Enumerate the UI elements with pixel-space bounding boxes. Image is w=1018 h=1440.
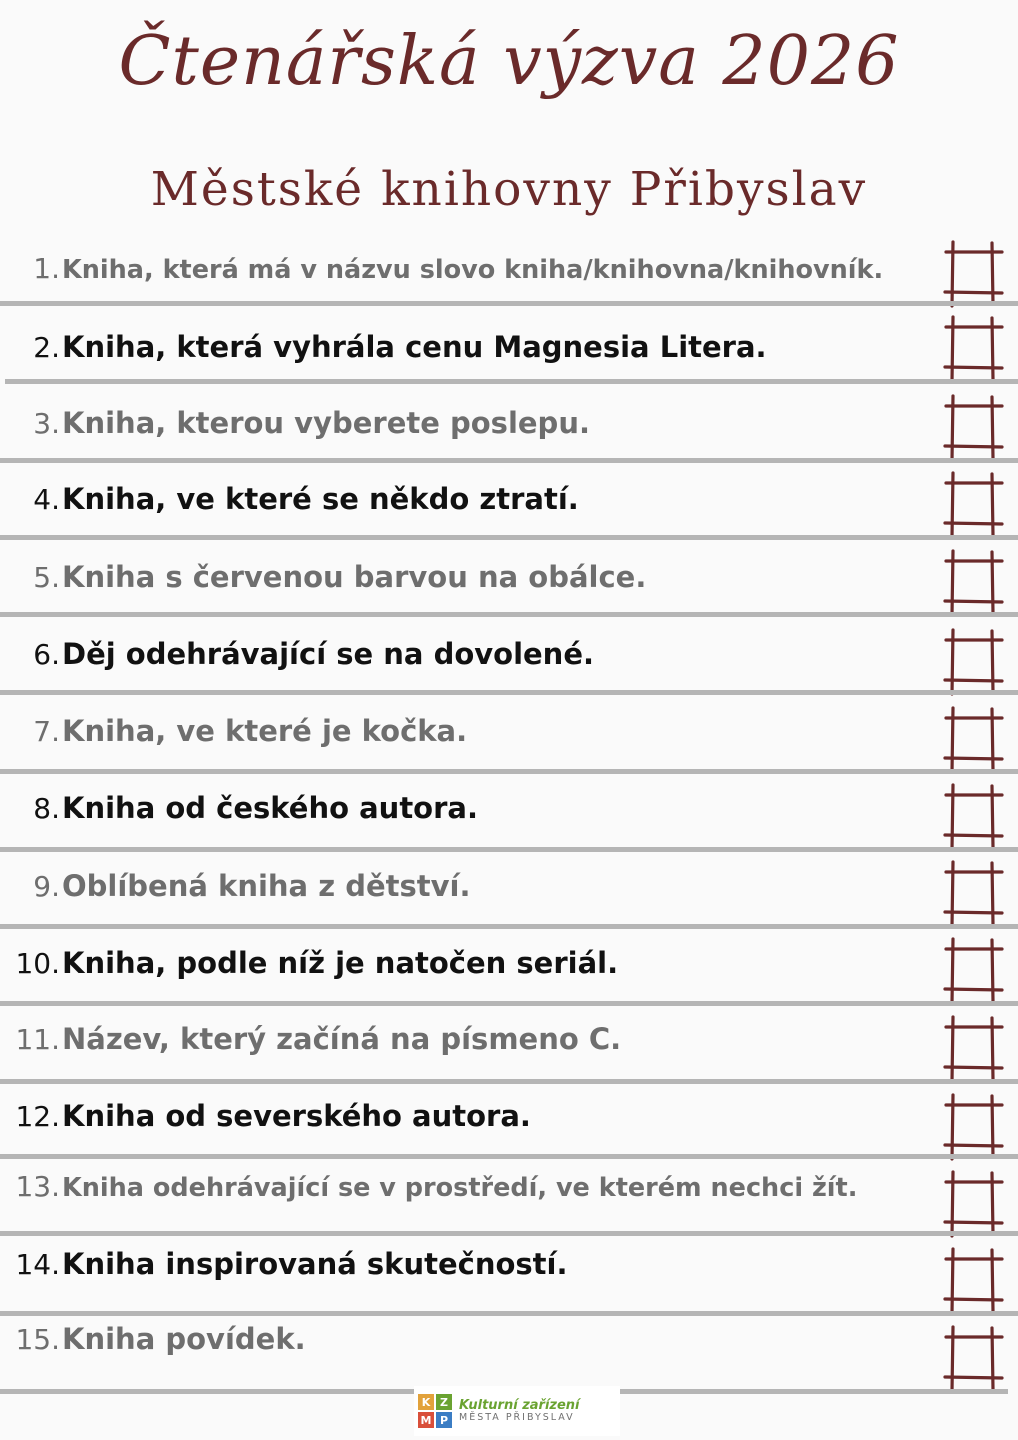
challenge-item [0,1099,935,1133]
row-divider [0,769,1018,774]
challenge-text: Kniha od českého autora. [62,791,478,825]
challenge-text: Kniha od severského autora. [62,1099,531,1133]
challenge-text: Děj odehrávající se na dovolené. [62,637,595,671]
challenge-text: Oblíbená kniha z dětství. [62,869,471,903]
row-divider [0,612,1018,617]
challenge-text: Kniha, která vyhrála cenu Magnesia Litera. [62,330,767,364]
checkbox-icon[interactable] [940,549,1004,617]
row-divider [0,535,1018,540]
checkbox-icon[interactable] [940,471,1004,539]
checkbox-icon[interactable] [940,1170,1004,1238]
challenge-number: 14. [15,1248,60,1281]
page-title: Čtenářská výzva 2026 [118,22,900,101]
challenge-number: 7. [33,715,60,748]
checkbox-icon[interactable] [940,860,1004,928]
challenge-item [0,1322,935,1356]
logo-letter-p: P [436,1412,452,1428]
checkbox-icon[interactable] [940,394,1004,462]
checkbox-icon[interactable] [940,706,1004,774]
challenge-number: 4. [33,483,60,516]
logo-name: Kulturní zařízení [459,1397,580,1413]
organizer-logo [414,1386,620,1436]
challenge-item [0,714,935,748]
checkbox-icon[interactable] [940,628,1004,696]
challenge-item [0,637,935,671]
row-divider [0,1154,1018,1159]
challenge-text: Kniha, která má v názvu slovo kniha/knihovna/knihovník. [62,255,884,285]
logo-letter-k: K [418,1394,434,1410]
challenge-number: 13. [15,1170,60,1203]
row-divider [5,379,1018,384]
challenge-number: 15. [15,1323,60,1356]
challenge-number: 5. [33,561,60,594]
logo-mark [418,1394,452,1428]
challenge-text: Kniha inspirovaná skutečností. [62,1247,568,1281]
page-subtitle: Městské knihovny Přibyslav [150,162,868,217]
checkbox-icon[interactable] [940,240,1004,308]
challenge-item [0,330,935,364]
row-divider [0,458,1018,463]
challenge-number: 8. [33,792,60,825]
checkbox-icon[interactable] [940,1015,1004,1083]
challenge-text: Název, který začíná na písmeno C. [62,1022,622,1056]
challenge-number: 9. [33,870,60,903]
challenge-number: 11. [15,1023,60,1056]
challenge-item [0,482,935,516]
row-divider [0,1001,1018,1006]
challenge-item [0,1247,935,1281]
checkbox-icon[interactable] [940,937,1004,1005]
challenge-text: Kniha, podle níž je natočen seriál. [62,946,619,980]
checkbox-icon[interactable] [940,315,1004,383]
row-divider [0,690,1018,695]
challenge-item [0,869,935,903]
row-divider [0,847,1018,852]
challenge-item [0,1170,935,1203]
challenge-number: 12. [15,1100,60,1133]
challenge-item [0,1022,935,1056]
challenge-number: 1. [33,252,60,285]
checkbox-icon[interactable] [940,1247,1004,1315]
row-divider [0,1311,1018,1316]
logo-subname: MĚSTA PŘIBYSLAV [459,1411,575,1423]
logo-letter-z: Z [436,1394,452,1410]
challenge-text: Kniha s červenou barvou na obálce. [62,560,647,594]
challenge-number: 3. [33,407,60,440]
checkbox-icon[interactable] [940,1325,1004,1393]
challenge-text: Kniha, kterou vyberete poslepu. [62,406,590,440]
challenge-text: Kniha odehrávající se v prostředí, ve kterém nechci žít. [62,1173,858,1203]
checkbox-icon[interactable] [940,1093,1004,1161]
challenge-item [0,252,935,285]
logo-letter-m: M [418,1412,434,1428]
challenge-item [0,406,935,440]
checkbox-icon[interactable] [940,783,1004,851]
row-divider [0,924,1018,929]
challenge-item [0,791,935,825]
challenge-number: 6. [33,638,60,671]
challenge-number: 2. [33,331,60,364]
row-divider [0,1079,1018,1084]
challenge-text: Kniha, ve které je kočka. [62,714,468,748]
challenge-text: Kniha povídek. [62,1322,306,1356]
challenge-item [0,946,935,980]
row-divider [0,1231,1018,1236]
challenge-item [0,560,935,594]
challenge-number: 10. [15,947,60,980]
row-divider [0,301,1018,306]
challenge-text: Kniha, ve které se někdo ztratí. [62,482,579,516]
